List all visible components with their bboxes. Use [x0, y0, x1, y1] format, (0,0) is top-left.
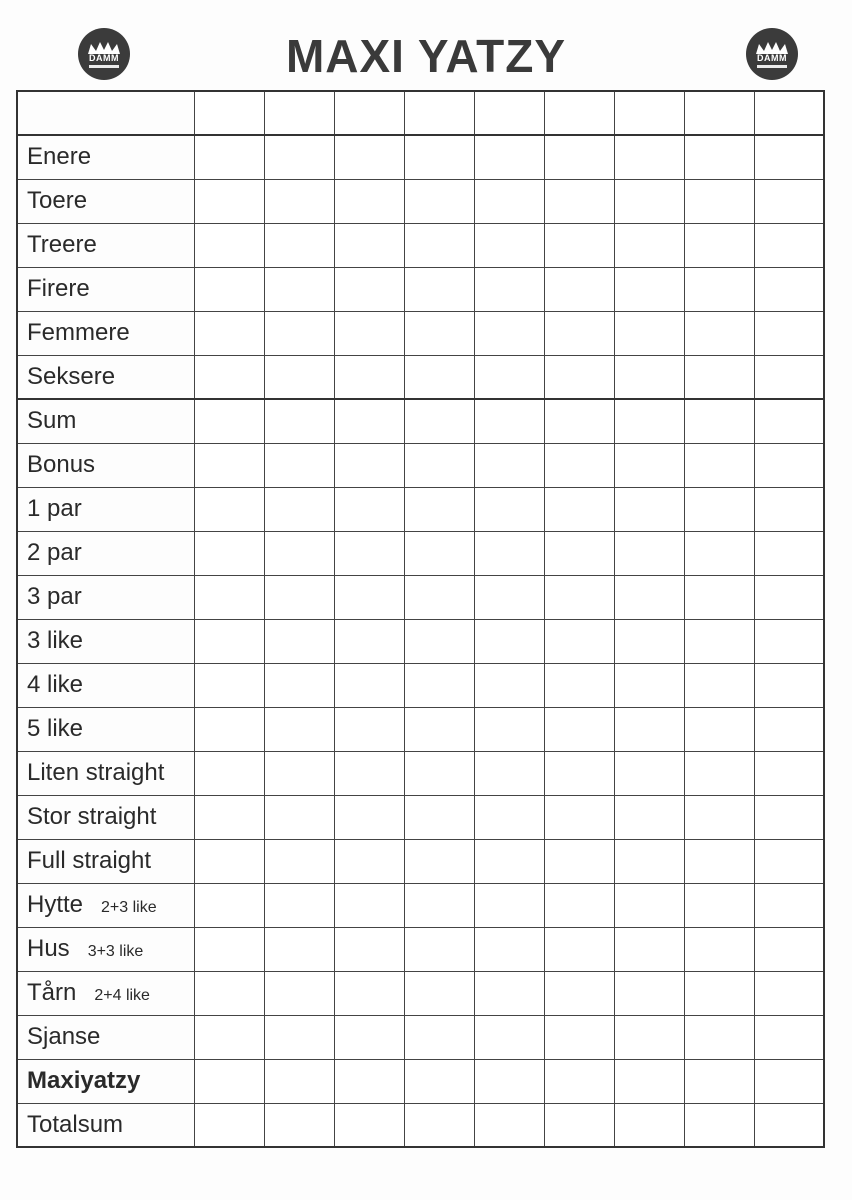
- score-row: [17, 355, 824, 399]
- score-cell[interactable]: [474, 179, 544, 223]
- score-cell[interactable]: [194, 663, 264, 707]
- row-label: [17, 575, 194, 619]
- score-cell[interactable]: [264, 267, 334, 311]
- score-cell[interactable]: [614, 1015, 684, 1059]
- score-cell[interactable]: [684, 135, 754, 179]
- score-cell[interactable]: [194, 839, 264, 883]
- score-cell[interactable]: [614, 619, 684, 663]
- score-cell[interactable]: [754, 355, 824, 399]
- score-row: [17, 707, 824, 751]
- score-row: [17, 399, 824, 443]
- player-name-cell[interactable]: [614, 91, 684, 135]
- score-cell[interactable]: [474, 355, 544, 399]
- score-cell[interactable]: [334, 1015, 404, 1059]
- row-label: [17, 883, 194, 927]
- score-cell[interactable]: [684, 663, 754, 707]
- score-cell[interactable]: [194, 311, 264, 355]
- score-cell[interactable]: [334, 663, 404, 707]
- score-cell[interactable]: [334, 267, 404, 311]
- score-cell[interactable]: [404, 135, 474, 179]
- score-cell[interactable]: [334, 751, 404, 795]
- row-label-note: 2+3 like: [101, 899, 157, 916]
- score-cell[interactable]: [264, 179, 334, 223]
- score-row: [17, 575, 824, 619]
- score-cell[interactable]: [614, 531, 684, 575]
- score-cell[interactable]: [194, 531, 264, 575]
- score-cell[interactable]: [194, 575, 264, 619]
- score-cell[interactable]: [614, 575, 684, 619]
- score-cell[interactable]: [544, 707, 614, 751]
- score-cell[interactable]: [404, 1015, 474, 1059]
- score-cell[interactable]: [684, 751, 754, 795]
- score-cell[interactable]: [544, 399, 614, 443]
- row-label-text: 2 par: [27, 539, 82, 566]
- score-row: [17, 795, 824, 839]
- row-label-text: Hus: [27, 935, 70, 962]
- score-cell[interactable]: [614, 179, 684, 223]
- logo-brand-text: DAMM: [89, 52, 119, 63]
- score-cell[interactable]: [404, 971, 474, 1015]
- score-cell[interactable]: [614, 927, 684, 971]
- score-cell[interactable]: [544, 487, 614, 531]
- score-cell[interactable]: [404, 883, 474, 927]
- row-label: [17, 1015, 194, 1059]
- row-label: [17, 619, 194, 663]
- row-label-text: Sum: [27, 407, 77, 435]
- row-label: [17, 1059, 194, 1103]
- score-cell[interactable]: [334, 487, 404, 531]
- score-cell[interactable]: [264, 663, 334, 707]
- score-cell[interactable]: [614, 399, 684, 443]
- score-cell[interactable]: [264, 1103, 334, 1147]
- score-cell[interactable]: [194, 443, 264, 487]
- score-cell[interactable]: [754, 223, 824, 267]
- score-cell[interactable]: [544, 971, 614, 1015]
- row-label-text: Sjanse: [27, 1023, 101, 1050]
- score-cell[interactable]: [754, 1015, 824, 1059]
- score-cell[interactable]: [684, 179, 754, 223]
- score-cell[interactable]: [474, 399, 544, 443]
- score-row: [17, 179, 824, 223]
- score-cell[interactable]: [474, 971, 544, 1015]
- score-cell[interactable]: [474, 223, 544, 267]
- row-label: [17, 927, 194, 971]
- score-cell[interactable]: [614, 311, 684, 355]
- score-cell[interactable]: [264, 707, 334, 751]
- score-cell[interactable]: [474, 883, 544, 927]
- score-cell[interactable]: [754, 795, 824, 839]
- score-cell[interactable]: [264, 355, 334, 399]
- score-cell[interactable]: [264, 883, 334, 927]
- damm-logo-right: [746, 28, 798, 80]
- score-cell[interactable]: [194, 971, 264, 1015]
- row-label: [17, 531, 194, 575]
- row-label-text: Firere: [27, 275, 90, 302]
- score-cell[interactable]: [544, 751, 614, 795]
- score-cell[interactable]: [754, 311, 824, 355]
- score-cell[interactable]: [474, 575, 544, 619]
- score-cell[interactable]: [404, 619, 474, 663]
- row-label: [17, 971, 194, 1015]
- score-cell[interactable]: [614, 707, 684, 751]
- score-cell[interactable]: [334, 1103, 404, 1147]
- score-cell[interactable]: [334, 575, 404, 619]
- score-cell[interactable]: [404, 487, 474, 531]
- score-cell[interactable]: [334, 355, 404, 399]
- score-cell[interactable]: [754, 883, 824, 927]
- score-cell[interactable]: [684, 531, 754, 575]
- player-name-row: [17, 91, 824, 135]
- score-cell[interactable]: [404, 1103, 474, 1147]
- score-cell[interactable]: [684, 795, 754, 839]
- row-label: [17, 135, 194, 179]
- score-cell[interactable]: [194, 487, 264, 531]
- score-cell[interactable]: [404, 311, 474, 355]
- row-label-text: Full straight: [27, 847, 152, 874]
- score-cell[interactable]: [334, 927, 404, 971]
- score-cell[interactable]: [754, 399, 824, 443]
- score-cell[interactable]: [334, 1059, 404, 1103]
- row-label: [17, 311, 194, 355]
- score-cell[interactable]: [754, 1059, 824, 1103]
- row-label-text: Totalsum: [27, 1110, 124, 1138]
- score-cell[interactable]: [544, 223, 614, 267]
- score-cell[interactable]: [264, 311, 334, 355]
- score-cell[interactable]: [614, 663, 684, 707]
- score-cell[interactable]: [614, 839, 684, 883]
- score-cell[interactable]: [404, 355, 474, 399]
- score-row: [17, 531, 824, 575]
- player-name-cell[interactable]: [334, 91, 404, 135]
- player-name-cell[interactable]: [684, 91, 754, 135]
- row-label-text: Femmere: [27, 319, 130, 346]
- row-label: [17, 663, 194, 707]
- score-row: [17, 839, 824, 883]
- score-cell[interactable]: [474, 531, 544, 575]
- player-name-cell[interactable]: [404, 91, 474, 135]
- score-cell[interactable]: [264, 751, 334, 795]
- score-cell[interactable]: [544, 1103, 614, 1147]
- score-row: [17, 223, 824, 267]
- score-cell[interactable]: [614, 971, 684, 1015]
- score-cell[interactable]: [404, 795, 474, 839]
- score-cell[interactable]: [754, 531, 824, 575]
- score-cell[interactable]: [264, 927, 334, 971]
- score-cell[interactable]: [544, 663, 614, 707]
- score-cell[interactable]: [754, 971, 824, 1015]
- score-row: [17, 1103, 824, 1147]
- score-cell[interactable]: [684, 619, 754, 663]
- score-cell[interactable]: [614, 883, 684, 927]
- row-label-text: 5 like: [27, 715, 84, 742]
- score-cell[interactable]: [264, 135, 334, 179]
- row-label-text: 1 par: [27, 495, 82, 522]
- score-cell[interactable]: [614, 135, 684, 179]
- logo-brand-text: DAMM: [757, 52, 787, 63]
- score-cell[interactable]: [684, 1103, 754, 1147]
- score-cell[interactable]: [754, 1103, 824, 1147]
- score-cell[interactable]: [334, 399, 404, 443]
- score-cell[interactable]: [194, 399, 264, 443]
- score-cell[interactable]: [404, 663, 474, 707]
- score-row: [17, 883, 824, 927]
- score-cell[interactable]: [334, 135, 404, 179]
- page-title: MAXI YATZY: [285, 30, 567, 82]
- score-cell[interactable]: [404, 267, 474, 311]
- score-cell[interactable]: [544, 267, 614, 311]
- score-cell[interactable]: [614, 1103, 684, 1147]
- score-cell[interactable]: [474, 927, 544, 971]
- score-row: [17, 927, 824, 971]
- score-cell[interactable]: [334, 839, 404, 883]
- score-cell[interactable]: [614, 267, 684, 311]
- score-cell[interactable]: [754, 663, 824, 707]
- player-name-cell[interactable]: [194, 91, 264, 135]
- score-cell[interactable]: [474, 839, 544, 883]
- score-cell[interactable]: [684, 399, 754, 443]
- score-cell[interactable]: [544, 795, 614, 839]
- score-cell[interactable]: [194, 267, 264, 311]
- score-cell[interactable]: [754, 267, 824, 311]
- score-cell[interactable]: [544, 311, 614, 355]
- score-cell[interactable]: [474, 311, 544, 355]
- score-cell[interactable]: [474, 663, 544, 707]
- row-label-text: Seksere: [27, 362, 116, 390]
- row-label: [17, 707, 194, 751]
- score-cell[interactable]: [754, 443, 824, 487]
- player-name-cell[interactable]: [264, 91, 334, 135]
- score-cell[interactable]: [264, 399, 334, 443]
- player-name-cell[interactable]: [474, 91, 544, 135]
- score-cell[interactable]: [684, 487, 754, 531]
- score-cell[interactable]: [544, 927, 614, 971]
- score-cell[interactable]: [544, 883, 614, 927]
- row-label-text: Hytte: [27, 891, 84, 918]
- score-cell[interactable]: [404, 927, 474, 971]
- score-cell[interactable]: [194, 1103, 264, 1147]
- score-cell[interactable]: [404, 1059, 474, 1103]
- score-cell[interactable]: [684, 311, 754, 355]
- score-cell[interactable]: [614, 355, 684, 399]
- score-cell[interactable]: [264, 223, 334, 267]
- score-cell[interactable]: [684, 707, 754, 751]
- score-cell[interactable]: [404, 223, 474, 267]
- score-cell[interactable]: [614, 795, 684, 839]
- score-cell[interactable]: [194, 795, 264, 839]
- score-cell[interactable]: [334, 179, 404, 223]
- score-table: [16, 90, 825, 1148]
- score-cell[interactable]: [334, 971, 404, 1015]
- score-row: [17, 311, 824, 355]
- score-cell[interactable]: [474, 443, 544, 487]
- score-cell[interactable]: [684, 883, 754, 927]
- score-cell[interactable]: [544, 1059, 614, 1103]
- score-cell[interactable]: [754, 619, 824, 663]
- score-cell[interactable]: [404, 531, 474, 575]
- row-label-note: 3+3 like: [87, 943, 144, 960]
- score-cell[interactable]: [684, 971, 754, 1015]
- score-cell[interactable]: [264, 795, 334, 839]
- row-label-text: Toere: [27, 187, 88, 214]
- score-cell[interactable]: [474, 751, 544, 795]
- row-label: [17, 751, 194, 795]
- row-label: [17, 179, 194, 223]
- row-label-text: Stor straight: [27, 803, 157, 830]
- score-cell[interactable]: [334, 311, 404, 355]
- score-cell[interactable]: [544, 619, 614, 663]
- score-cell[interactable]: [754, 179, 824, 223]
- score-cell[interactable]: [334, 443, 404, 487]
- score-cell[interactable]: [194, 179, 264, 223]
- row-label: [17, 443, 194, 487]
- score-row: [17, 487, 824, 531]
- score-cell[interactable]: [544, 179, 614, 223]
- score-cell[interactable]: [334, 223, 404, 267]
- score-cell[interactable]: [264, 531, 334, 575]
- score-cell[interactable]: [474, 267, 544, 311]
- row-label: [17, 1103, 194, 1147]
- player-name-cell[interactable]: [754, 91, 824, 135]
- score-row: [17, 971, 824, 1015]
- row-label: [17, 487, 194, 531]
- score-row: [17, 663, 824, 707]
- score-cell[interactable]: [194, 927, 264, 971]
- row-label-text: 4 like: [27, 671, 84, 698]
- score-row: [17, 443, 824, 487]
- score-cell[interactable]: [684, 223, 754, 267]
- score-cell[interactable]: [264, 487, 334, 531]
- score-cell[interactable]: [474, 1103, 544, 1147]
- score-cell[interactable]: [474, 707, 544, 751]
- score-cell[interactable]: [404, 751, 474, 795]
- score-cell[interactable]: [404, 707, 474, 751]
- row-label-note: 2+4 like: [94, 987, 150, 1004]
- score-cell[interactable]: [194, 223, 264, 267]
- score-cell[interactable]: [684, 267, 754, 311]
- score-cell[interactable]: [334, 619, 404, 663]
- score-row: [17, 1059, 824, 1103]
- score-cell[interactable]: [684, 355, 754, 399]
- score-cell[interactable]: [194, 1015, 264, 1059]
- row-label-text: Bonus: [27, 451, 96, 478]
- score-cell[interactable]: [544, 531, 614, 575]
- score-cell[interactable]: [754, 135, 824, 179]
- score-cell[interactable]: [544, 839, 614, 883]
- row-label-text: Maxiyatzy: [27, 1067, 141, 1094]
- score-cell[interactable]: [544, 443, 614, 487]
- score-cell[interactable]: [194, 355, 264, 399]
- score-cell[interactable]: [474, 487, 544, 531]
- score-cell[interactable]: [684, 1059, 754, 1103]
- row-label-text: Tårn: [27, 979, 77, 1006]
- row-label: [17, 267, 194, 311]
- score-cell[interactable]: [474, 1015, 544, 1059]
- score-cell[interactable]: [334, 707, 404, 751]
- score-cell[interactable]: [404, 399, 474, 443]
- score-cell[interactable]: [754, 707, 824, 751]
- score-cell[interactable]: [194, 1059, 264, 1103]
- score-cell[interactable]: [194, 883, 264, 927]
- score-cell[interactable]: [614, 751, 684, 795]
- row-label: [17, 355, 194, 399]
- score-cell[interactable]: [684, 839, 754, 883]
- score-cell[interactable]: [404, 839, 474, 883]
- score-cell[interactable]: [614, 1059, 684, 1103]
- score-cell[interactable]: [334, 795, 404, 839]
- row-label-text: Enere: [27, 143, 92, 171]
- score-cell[interactable]: [404, 179, 474, 223]
- row-label: [17, 399, 194, 443]
- score-cell[interactable]: [264, 1059, 334, 1103]
- score-cell[interactable]: [684, 1015, 754, 1059]
- score-cell[interactable]: [754, 927, 824, 971]
- score-cell[interactable]: [264, 443, 334, 487]
- score-cell[interactable]: [614, 443, 684, 487]
- score-cell[interactable]: [264, 619, 334, 663]
- row-label: [17, 223, 194, 267]
- score-cell[interactable]: [404, 575, 474, 619]
- score-cell[interactable]: [474, 135, 544, 179]
- score-cell[interactable]: [404, 443, 474, 487]
- logo-underline: [757, 65, 787, 68]
- score-cell[interactable]: [474, 795, 544, 839]
- score-cell[interactable]: [264, 971, 334, 1015]
- score-cell[interactable]: [474, 619, 544, 663]
- row-label: [17, 795, 194, 839]
- row-label: [17, 839, 194, 883]
- score-cell[interactable]: [194, 751, 264, 795]
- row-label-text: 3 like: [27, 627, 84, 654]
- score-cell[interactable]: [264, 575, 334, 619]
- score-row: [17, 751, 824, 795]
- row-label-text: 3 par: [27, 583, 82, 610]
- score-cell[interactable]: [544, 575, 614, 619]
- score-cell[interactable]: [264, 1015, 334, 1059]
- header-corner-cell: [17, 91, 194, 135]
- score-cell[interactable]: [684, 443, 754, 487]
- score-cell[interactable]: [194, 707, 264, 751]
- score-cell[interactable]: [754, 839, 824, 883]
- score-cell[interactable]: [194, 135, 264, 179]
- score-row: [17, 1015, 824, 1059]
- score-cell[interactable]: [264, 839, 334, 883]
- score-cell[interactable]: [194, 619, 264, 663]
- score-cell[interactable]: [614, 223, 684, 267]
- score-cell[interactable]: [614, 487, 684, 531]
- score-cell[interactable]: [754, 575, 824, 619]
- row-label-text: Treere: [27, 231, 97, 258]
- score-cell[interactable]: [474, 1059, 544, 1103]
- row-label-text: Liten straight: [27, 759, 165, 786]
- score-row: [17, 267, 824, 311]
- score-row: [17, 135, 824, 179]
- score-cell[interactable]: [684, 575, 754, 619]
- score-cell[interactable]: [544, 135, 614, 179]
- score-cell[interactable]: [544, 1015, 614, 1059]
- score-cell[interactable]: [544, 355, 614, 399]
- score-cell[interactable]: [684, 927, 754, 971]
- score-row: [17, 619, 824, 663]
- player-name-cell[interactable]: [544, 91, 614, 135]
- score-cell[interactable]: [754, 487, 824, 531]
- score-cell[interactable]: [334, 531, 404, 575]
- score-cell[interactable]: [334, 883, 404, 927]
- score-cell[interactable]: [754, 751, 824, 795]
